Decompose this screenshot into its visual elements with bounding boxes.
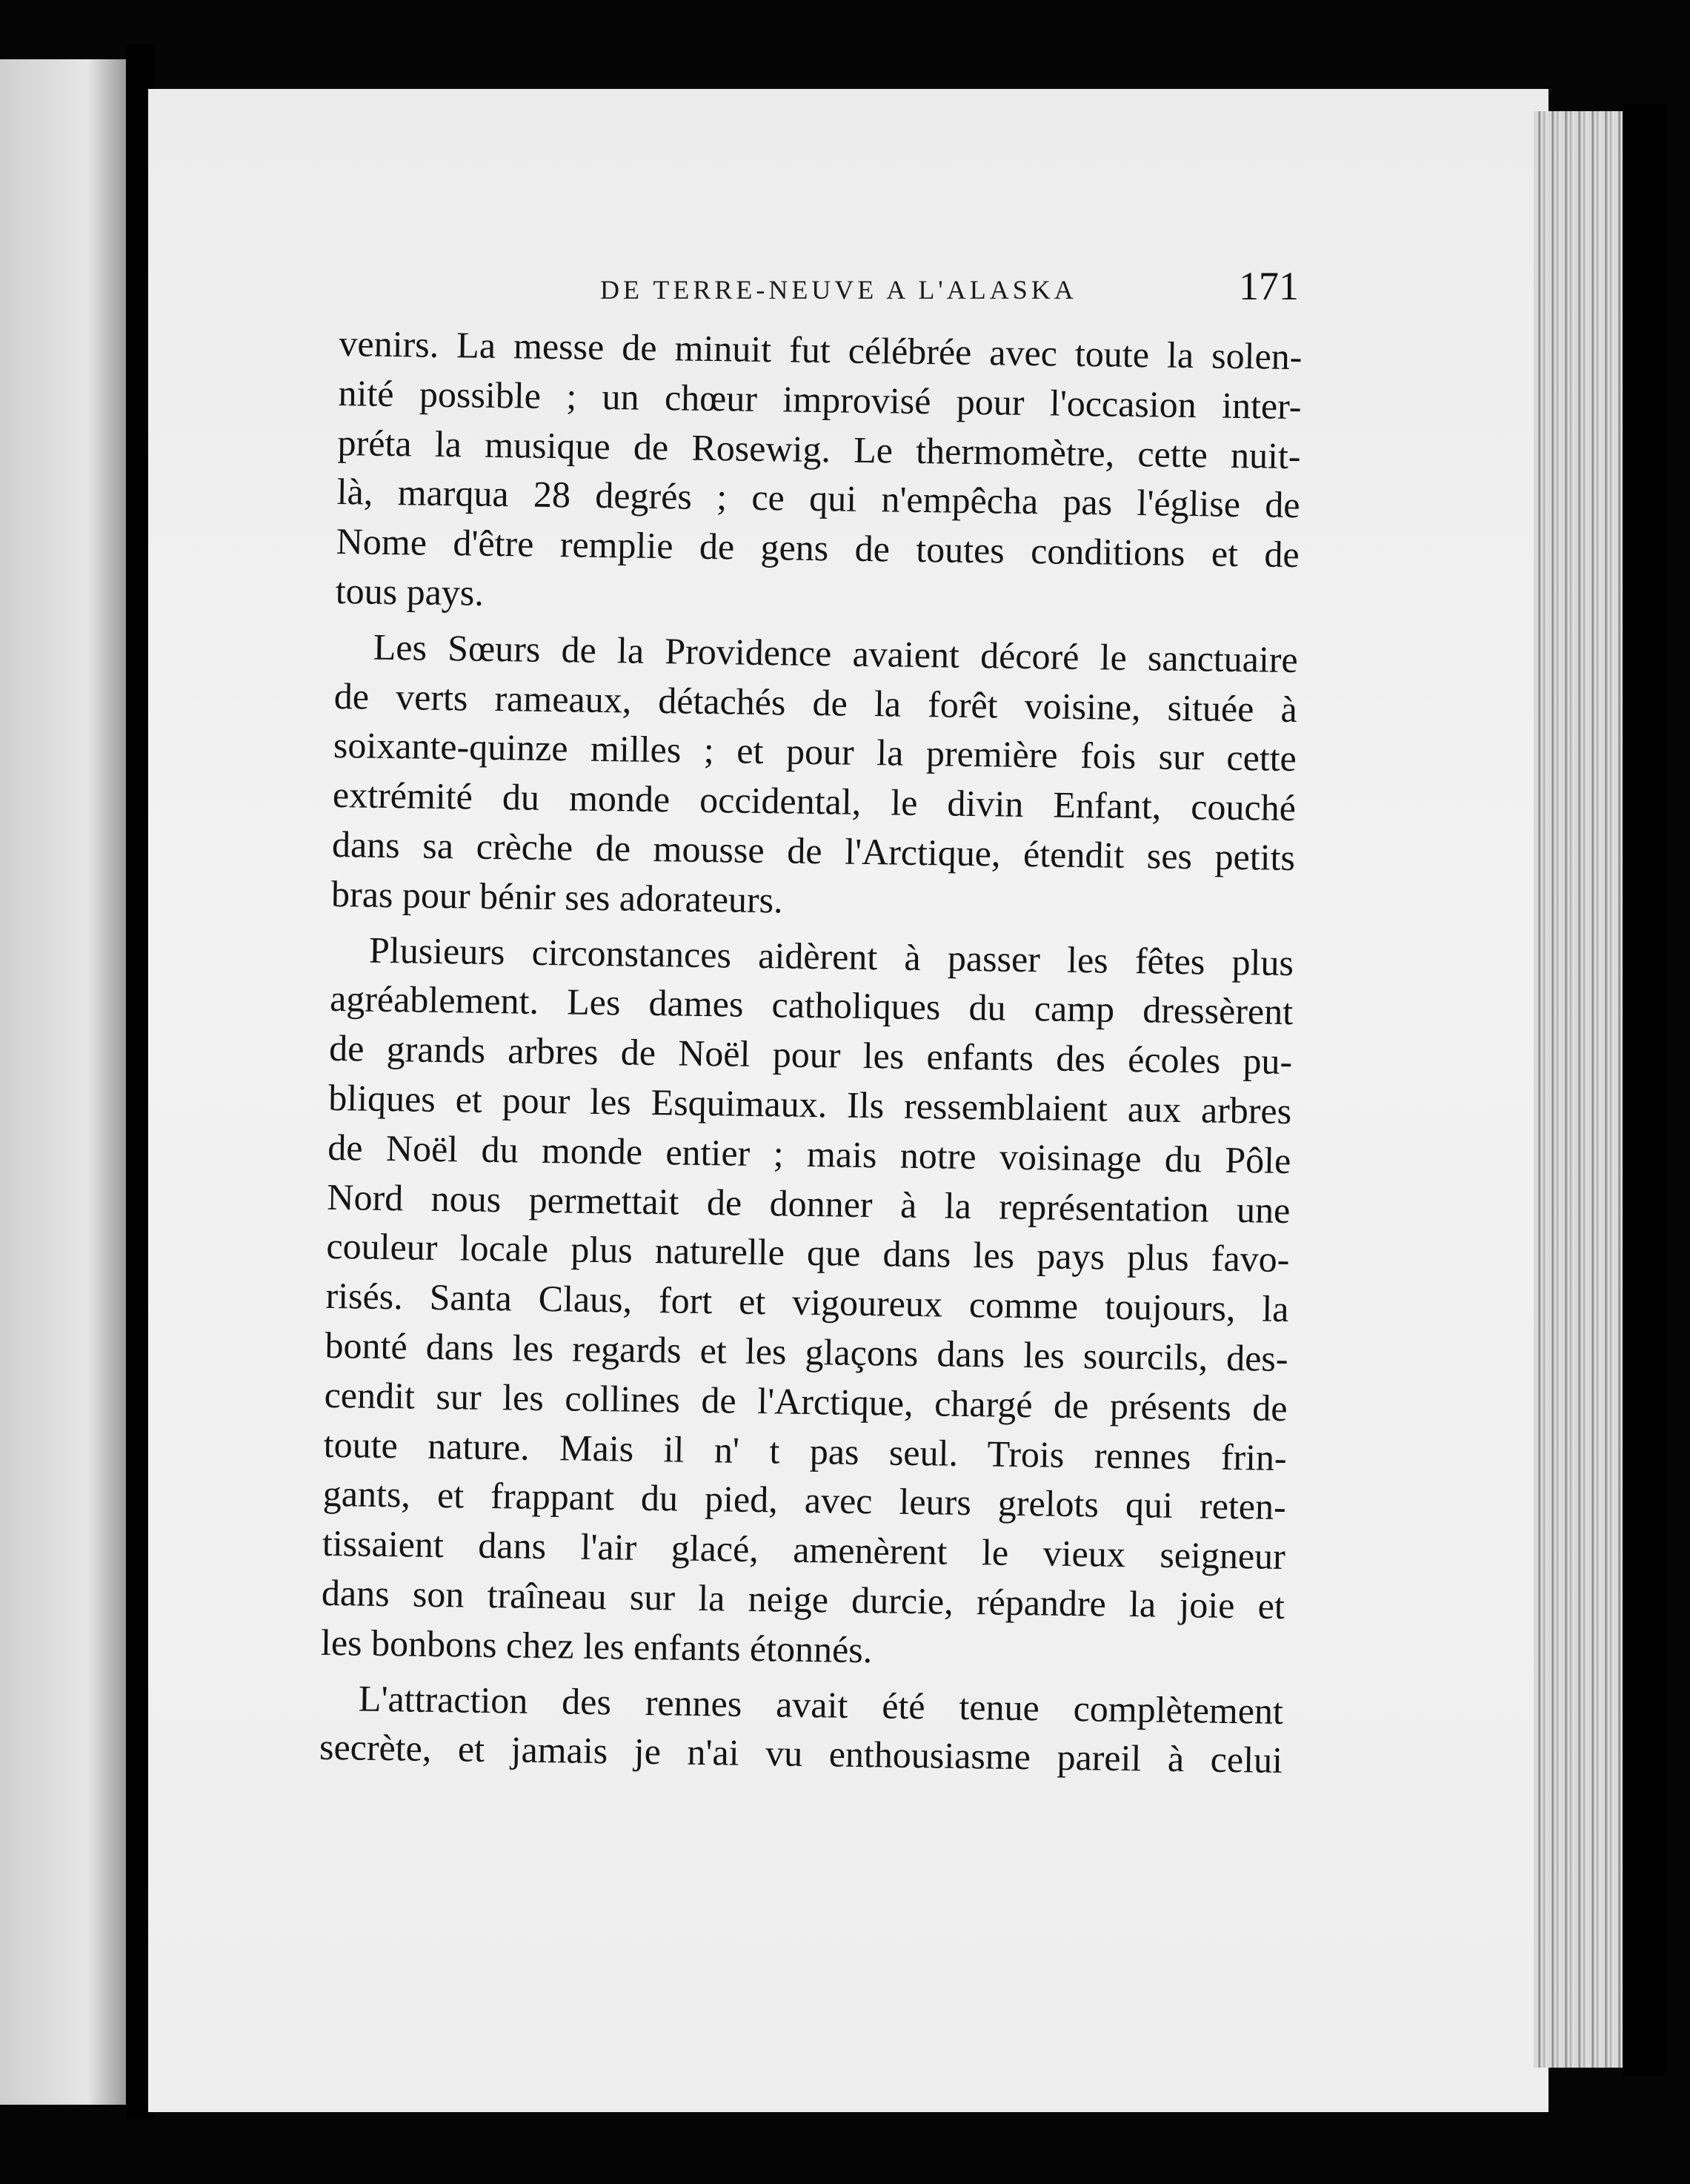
text-line: bliques et pour les Esquimaux. Ils ressemblaient aux arbres bbox=[327, 1076, 1292, 1132]
text-line: Nome d'être remplie de gens de toutes conditions et de bbox=[336, 520, 1300, 576]
text-line: extrémité du monde occidental, le divin Enfant, couché bbox=[332, 774, 1297, 829]
text-line: secrète, et jamais je n'ai vu enthousiasme pareil à celui bbox=[319, 1726, 1283, 1782]
text-line: gants, et frappant du pied, avec leurs grelots qui reten- bbox=[322, 1473, 1287, 1528]
page-stack-edges bbox=[1534, 111, 1630, 2068]
text-line: tissaient dans l'air glacé, amenèrent le vieux seigneur bbox=[322, 1521, 1286, 1578]
text-line: couleur locale plus naturelle que dans les pays plus favo- bbox=[326, 1225, 1290, 1281]
text-line: de grands arbres de Noël pour les enfants des écoles pu- bbox=[328, 1027, 1293, 1083]
text-line: Plusieurs circonstances aidèrent à passer les fêtes plus bbox=[368, 929, 1294, 983]
text-line: Nord nous permettait de donner à la représentation une bbox=[327, 1175, 1291, 1231]
text-line: cendit sur les collines de l'Arctique, chargé de présents de bbox=[324, 1373, 1288, 1429]
body-text bbox=[319, 319, 1303, 1785]
text-line: nité possible ; un chœur improvisé pour l'occasion inter- bbox=[338, 371, 1302, 427]
text-line: les bonbons chez les enfants étonnés. bbox=[320, 1621, 873, 1670]
text-line: là, marqua 28 degrés ; ce qui n'empêcha pas l'église de bbox=[336, 471, 1301, 526]
text-line: Les Sœurs de la Providence avaient décoré le sanctuaire bbox=[373, 625, 1299, 680]
facing-page-edge bbox=[0, 59, 126, 2105]
page-edge-shadow bbox=[1623, 104, 1667, 2075]
text-line: soixante-quinze milles ; et pour la première fois sur cette bbox=[333, 724, 1297, 780]
page-number: 171 bbox=[1239, 264, 1299, 308]
text-line: bras pour bénir ses adorateurs. bbox=[330, 872, 784, 921]
text-line: toute nature. Mais il n' t pas seul. Trois rennes frin- bbox=[323, 1423, 1288, 1478]
text-line: dans son traîneau sur la neige durcie, répandre la joie et bbox=[321, 1571, 1285, 1627]
running-head: DE TERRE-NEUVE A L'ALASKA bbox=[600, 275, 1077, 305]
text-line: dans sa crèche de mousse de l'Arctique, étendit ses petits bbox=[331, 823, 1296, 879]
text-line: tous pays. bbox=[335, 569, 485, 614]
text-line: agréablement. Les dames catholiques du camp dressèrent bbox=[329, 978, 1294, 1033]
text-line: de verts rameaux, détachés de la forêt voisine, située à bbox=[333, 674, 1298, 730]
text-line: préta la musique de Rosewig. Le thermomètre, cette nuit- bbox=[337, 421, 1301, 477]
text-line: de Noël du monde entier ; mais notre voisinage du Pôle bbox=[327, 1126, 1291, 1181]
text-line: bonté dans les regards et les glaçons dans les sourcils, des- bbox=[325, 1324, 1288, 1379]
text-line: risés. Santa Claus, fort et vigoureux comme toujours, la bbox=[325, 1275, 1289, 1330]
text-line: L'attraction des rennes avait été tenue complètement bbox=[358, 1677, 1284, 1732]
text-line: venirs. La messe de minuit fut célébrée avec toute la solen- bbox=[339, 322, 1303, 378]
